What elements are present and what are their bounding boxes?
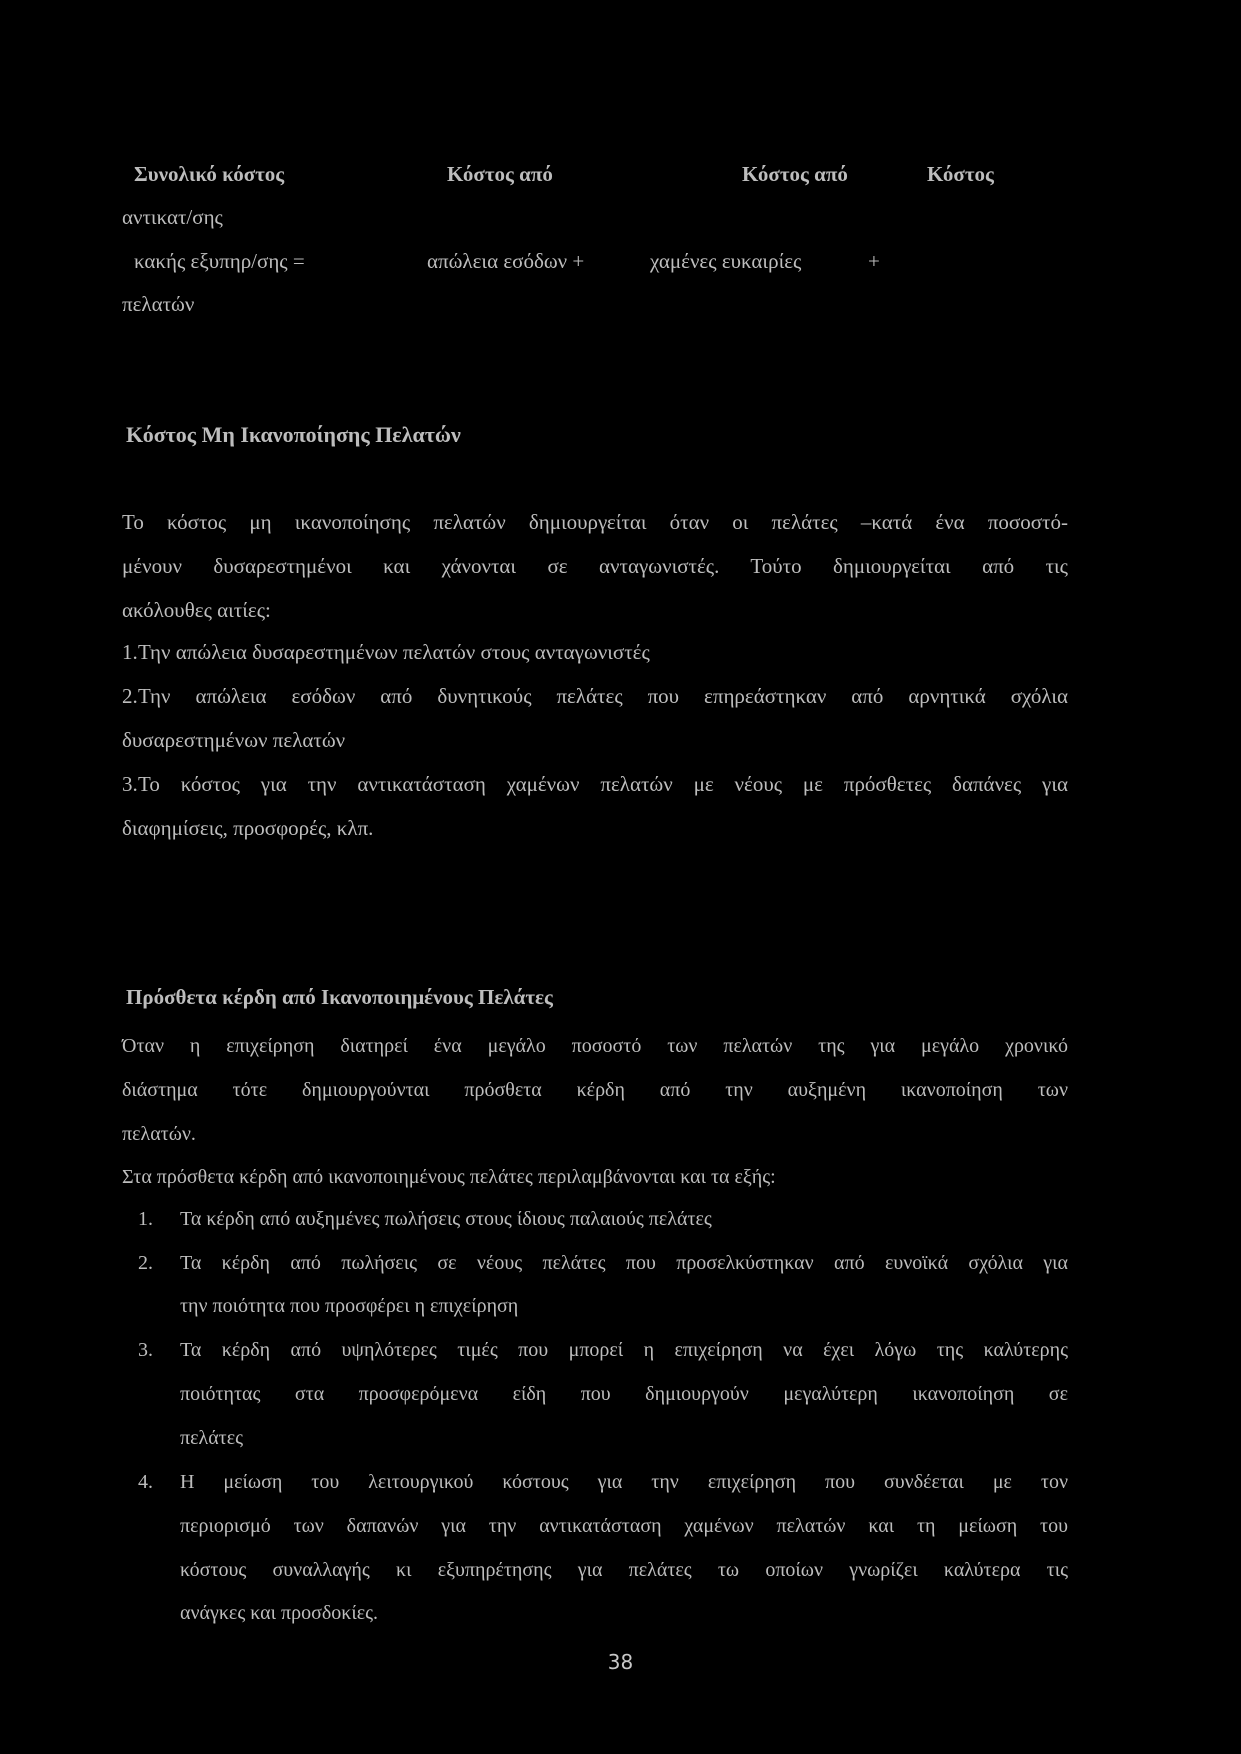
section2-para-line: διάστημα τότε δημιουργούνται πρόσθετα κέρδη από την αυξημένη ικανοποίηση των <box>122 1079 1068 1101</box>
formula-bad-service: κακής εξυπηρ/σης = <box>134 249 305 273</box>
list-number: 2. <box>122 684 138 708</box>
list-number: 4. <box>138 1471 153 1493</box>
formula-revenue-loss: απώλεια εσόδων + <box>427 249 585 273</box>
list-number: 3. <box>138 1339 153 1361</box>
section1-para-line: ακόλουθες αιτίες: <box>122 598 271 622</box>
list-item: Το κόστος για την αντικατάσταση χαμένων πελατών με νέους με πρόσθετες δαπάνες για <box>138 772 1068 796</box>
section2-para-line: Όταν η επιχείρηση διατηρεί ένα μεγάλο ποσοστό των πελατών της για μεγάλο χρονικό <box>122 1035 1068 1057</box>
list-item-continued: ανάγκες και προσδοκίες. <box>180 1602 379 1624</box>
formula-header-lost-opportunities: Κόστος από <box>742 162 848 186</box>
list-item-continued: περιορισμό των δαπανών για την αντικατάσταση χαμένων πελατών και τη μείωση του <box>180 1515 1068 1537</box>
list-item: Την απώλεια εσόδων από δυνητικούς πελάτες που επηρεάστηκαν από αρνητικά σχόλια <box>138 684 1068 708</box>
page-number: 38 <box>607 1650 634 1674</box>
formula-missed-opportunities: χαμένες ευκαιρίες <box>650 249 802 273</box>
list-item: Η μείωση του λειτουργικού κόστους για την επιχείρηση που συνδέεται με τον <box>180 1471 1068 1493</box>
formula-header-total: Συνολικό κόστος <box>134 162 285 186</box>
section2-heading: Πρόσθετα κέρδη από Ικανοποιημένους Πελάτες <box>126 985 553 1009</box>
list-number: 2. <box>138 1252 153 1274</box>
list-item: Τα κέρδη από πωλήσεις σε νέους πελάτες που προσελκύστηκαν από ευνοϊκά σχόλια για <box>180 1252 1068 1274</box>
list-item: Την απώλεια δυσαρεστημένων πελατών στους ανταγωνιστές <box>138 640 650 664</box>
list-item-continued: ποιότητας στα προσφερόμενα είδη που δημιουργούν μεγαλύτερη ικανοποίηση σε <box>180 1383 1068 1405</box>
list-item: Τα κέρδη από υψηλότερες τιμές που μπορεί η επιχείρηση να έχει λόγω της καλύτερης <box>180 1339 1068 1361</box>
list-item: Τα κέρδη από αυξημένες πωλήσεις στους ίδιους παλαιούς πελάτες <box>180 1208 712 1230</box>
formula-customers: πελατών <box>122 292 195 316</box>
formula-replacement-label: αντικατ/σης <box>122 205 223 229</box>
list-number: 1. <box>138 1208 153 1230</box>
list-number: 3. <box>122 772 138 796</box>
section1-para-line: Το κόστος μη ικανοποίησης πελατών δημιουργείται όταν οι πελάτες –κατά ένα ποσοστό- <box>122 510 1068 534</box>
list-item-continued: διαφημίσεις, προσφορές, κλπ. <box>122 816 374 840</box>
list-item-continued: πελάτες <box>180 1427 244 1449</box>
formula-plus: + <box>868 249 880 273</box>
list-item-continued: την ποιότητα που προσφέρει η επιχείρηση <box>180 1295 519 1317</box>
section1-para-line: μένουν δυσαρεστημένοι και χάνονται σε ανταγωνιστές. Τούτο δημιουργείται από τις <box>122 554 1068 578</box>
list-item-continued: κόστους συναλλαγής κι εξυπηρέτησης για πελάτες τω οποίων γνωρίζει καλύτερα τις <box>180 1559 1068 1581</box>
formula-header-replacement: Κόστος <box>927 162 994 186</box>
list-item-continued: δυσαρεστημένων πελατών <box>122 728 346 752</box>
list-number: 1. <box>122 640 138 664</box>
section2-intro: Στα πρόσθετα κέρδη από ικανοποιημένους πελάτες περιλαμβάνονται και τα εξής: <box>122 1166 776 1188</box>
section1-heading: Κόστος Μη Ικανοποίησης Πελατών <box>126 422 461 447</box>
section2-para-line: πελατών. <box>122 1123 196 1145</box>
formula-header-lost-revenue: Κόστος από <box>447 162 553 186</box>
